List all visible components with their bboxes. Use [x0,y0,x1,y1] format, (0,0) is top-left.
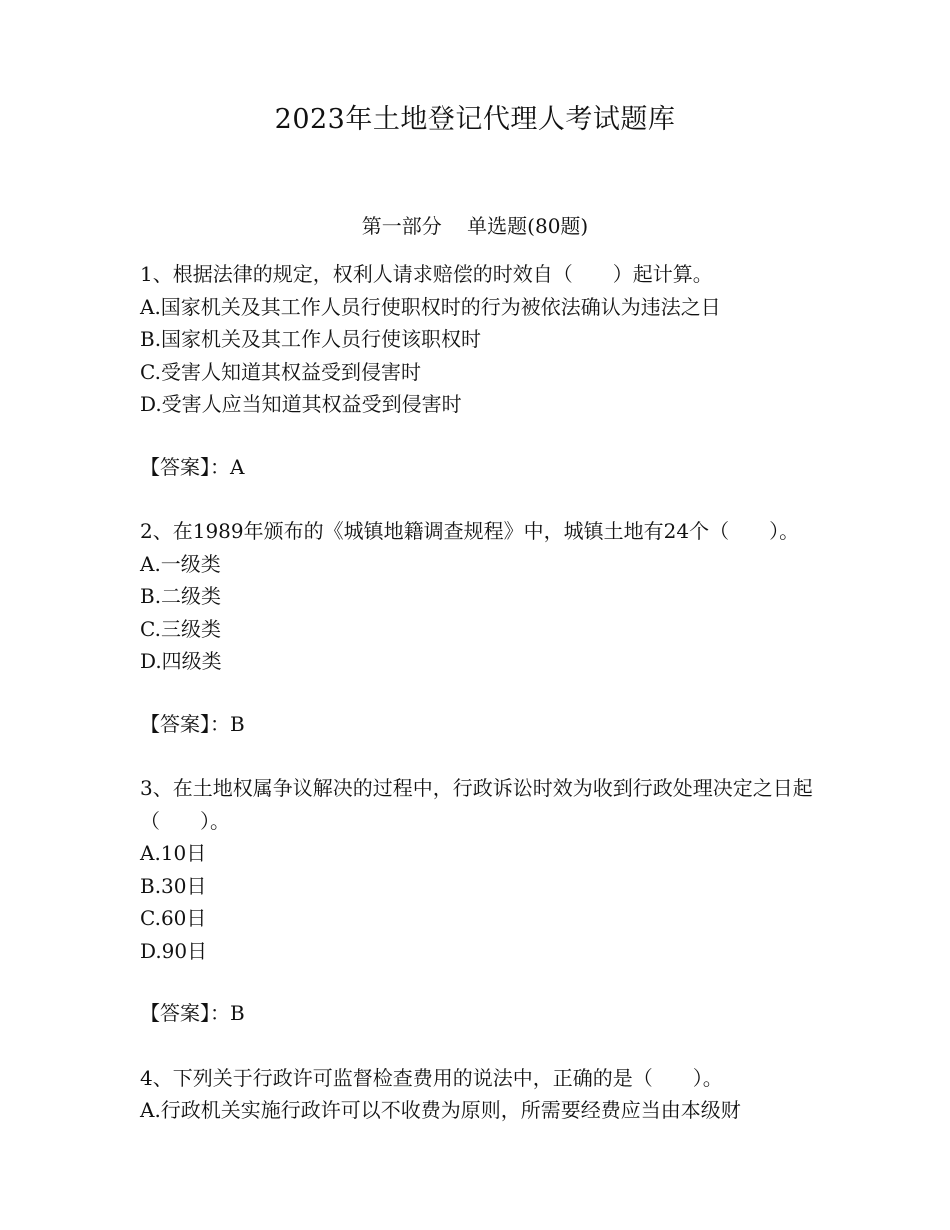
question-list [140,258,830,1159]
option-b: B.国家机关及其工作人员行使该职权时 [140,327,482,351]
option-b: B.30日 [140,873,207,898]
question-1 [140,258,830,483]
document-title: 2023年土地登记代理人考试题库 [274,104,676,135]
option-c: C.受害人知道其权益受到侵害时 [140,359,421,384]
option-c: C.三级类 [140,616,221,641]
option-d: D.90日 [140,938,208,963]
option-a: A.国家机关及其工作人员行使职权时的行为被依法确认为违法之日 [140,294,721,319]
question-stem: 1、根据法律的规定，权利人请求赔偿的时效自（ ）起计算。 [140,262,713,286]
question-3 [140,772,830,1030]
question-stem: 2、在1989年颁布的《城镇地籍调查规程》中，城镇土地有24个（ ）。 [140,519,800,543]
option-c: C.60日 [140,906,207,930]
option-d: D.四级类 [140,649,222,673]
option-b: B.二级类 [140,584,222,608]
option-a: A.10日 [140,841,207,865]
question-stem: 4、下列关于行政许可监督检查费用的说法中，正确的是（ ）。 [140,1065,723,1090]
answer-label: 【答案】：B [140,711,245,736]
question-2 [140,515,830,740]
answer-label: 【答案】：A [140,454,245,479]
answer-label: 【答案】：B [140,1001,245,1025]
question-stem: 3、在土地权属争议解决的过程中，行政诉讼时效为收到行政处理决定之日起（ ）。 [140,776,813,833]
option-a: A.一级类 [140,551,221,576]
section-title: 第一部分 单选题(80题) [361,214,589,238]
option-d: D.受害人应当知道其权益受到侵害时 [140,392,462,416]
question-4 [140,1062,830,1127]
option-a: A.行政机关实施行政许可以不收费为原则，所需要经费应当由本级财 [140,1098,741,1122]
